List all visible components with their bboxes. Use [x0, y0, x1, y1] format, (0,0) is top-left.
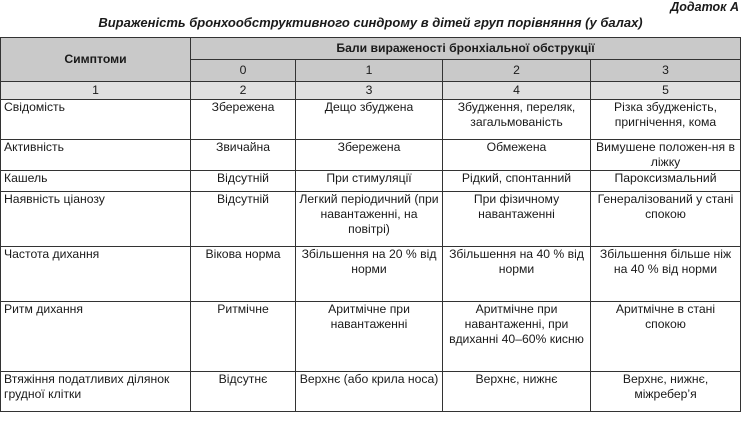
table-row	[1, 192, 741, 247]
table-row	[1, 372, 741, 412]
score-3-cell: Вимушене положен-ня в ліжку	[591, 140, 741, 171]
score-2-cell: Обмежена	[443, 140, 591, 171]
table-title: Вираженість бронхообструктивного синдрому в дітей груп порівняння (у балах)	[98, 15, 643, 30]
score-0-cell: Ритмічне	[191, 302, 296, 372]
table-row	[1, 100, 741, 140]
appendix-label: Додаток А	[670, 0, 739, 14]
header-score-2: 2	[443, 60, 591, 82]
score-2-cell: При фізичному навантаженні	[443, 192, 591, 247]
symptom-cell: Частота дихання	[1, 247, 191, 302]
score-1-cell: При стимуляції	[296, 171, 443, 192]
symptom-cell: Ритм дихання	[1, 302, 191, 372]
header-symptoms: Симптоми	[1, 38, 191, 82]
header-scores-group: Бали вираженості бронхіальної обструкції	[191, 38, 741, 60]
column-number: 5	[591, 82, 741, 100]
column-number: 4	[443, 82, 591, 100]
score-3-cell: Генералізований у стані спокою	[591, 192, 741, 247]
score-0-cell: Вікова норма	[191, 247, 296, 302]
table-row	[1, 247, 741, 302]
score-3-cell: Верхнє, нижнє, міжребер’я	[591, 372, 741, 412]
score-0-cell: Збережена	[191, 100, 296, 140]
score-1-cell: Легкий періодичний (при навантаженні, на повітрі)	[296, 192, 443, 247]
score-0-cell: Відсутній	[191, 171, 296, 192]
header-score-1: 1	[296, 60, 443, 82]
score-3-cell: Різка збудженість, пригнічення, кома	[591, 100, 741, 140]
score-2-cell: Верхнє, нижнє	[443, 372, 591, 412]
score-3-cell: Збільшення більше ніж на 40 % від норми	[591, 247, 741, 302]
score-0-cell: Відсутній	[191, 192, 296, 247]
score-1-cell: Аритмічне при навантаженні	[296, 302, 443, 372]
severity-table	[0, 37, 741, 412]
score-1-cell: Дещо збуджена	[296, 100, 443, 140]
table-row	[1, 302, 741, 372]
score-0-cell: Відсутнє	[191, 372, 296, 412]
symptom-cell: Свідомість	[1, 100, 191, 140]
column-number: 2	[191, 82, 296, 100]
column-number: 1	[1, 82, 191, 100]
column-number-row	[1, 82, 741, 100]
symptom-cell: Кашель	[1, 171, 191, 192]
symptom-cell: Наявність ціанозу	[1, 192, 191, 247]
score-1-cell: Збережена	[296, 140, 443, 171]
score-3-cell: Пароксизмальний	[591, 171, 741, 192]
header-score-3: 3	[591, 60, 741, 82]
score-0-cell: Звичайна	[191, 140, 296, 171]
table-row	[1, 171, 741, 192]
score-2-cell: Аритмічне при навантаженні, при вдиханні 40–60% кисню	[443, 302, 591, 372]
symptom-cell: Втяжіння податливих ділянок грудної клітки	[1, 372, 191, 412]
score-1-cell: Верхнє (або крила носа)	[296, 372, 443, 412]
score-3-cell: Аритмічне в стані спокою	[591, 302, 741, 372]
score-2-cell: Збудження, переляк, загальмованість	[443, 100, 591, 140]
column-number: 3	[296, 82, 443, 100]
score-2-cell: Рідкий, спонтанний	[443, 171, 591, 192]
header-score-0: 0	[191, 60, 296, 82]
symptom-cell: Активність	[1, 140, 191, 171]
table-row	[1, 140, 741, 171]
score-1-cell: Збільшення на 20 % від норми	[296, 247, 443, 302]
score-2-cell: Збільшення на 40 % від норми	[443, 247, 591, 302]
